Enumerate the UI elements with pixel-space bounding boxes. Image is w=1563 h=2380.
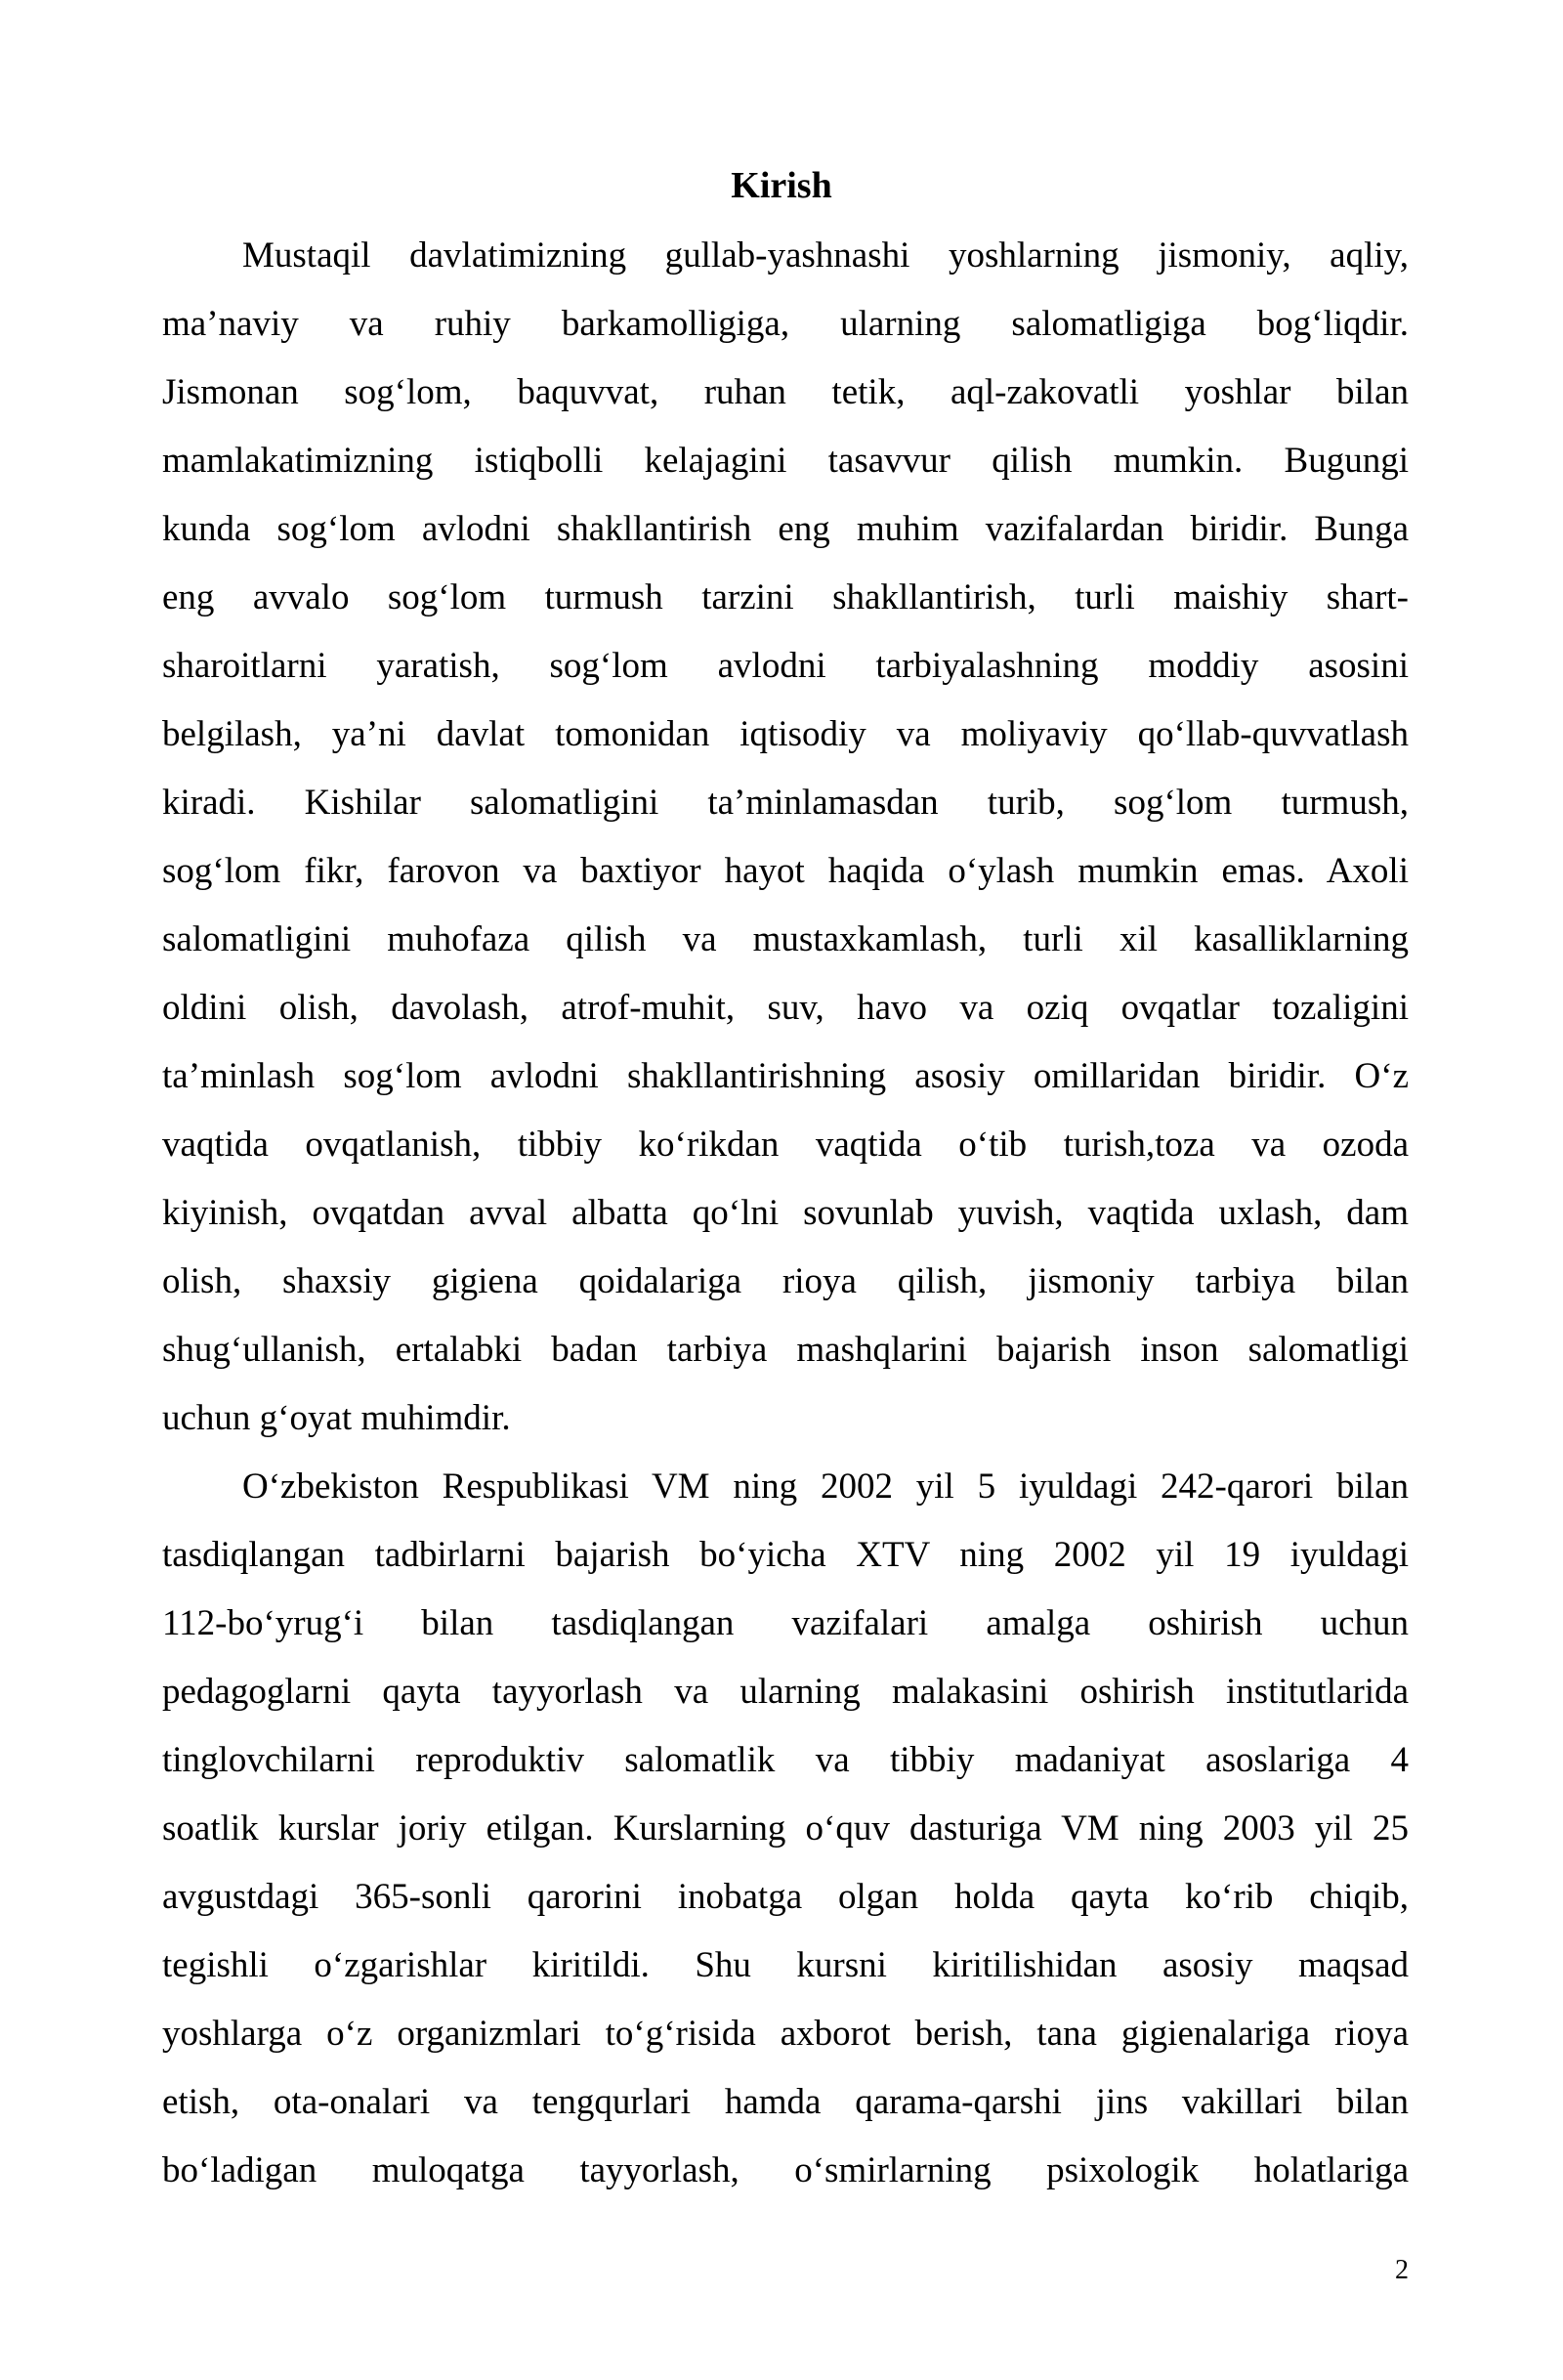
text-line: 112-bo‘yrug‘i bilan tasdiqlangan vazifalari amalga oshirish uchun xyxy=(162,1603,1409,1643)
text-line: uchun g‘oyat muhimdir. xyxy=(162,1398,511,1438)
text-line: soatlik kurslar joriy etilgan. Kurslarning o‘quv dasturiga VM ning 2003 yil 25 xyxy=(162,1808,1409,1849)
text-line: etish, ota-onalari va tengqurlari hamda qarama-qarshi jins vakillari bilan xyxy=(162,2082,1409,2122)
text-line: pedagoglarni qayta tayyorlash va ularning malakasini oshirish institutlarida xyxy=(162,1672,1409,1712)
text-line: ta’minlash sog‘lom avlodni shakllantirishning asosiy omillaridan biridir. O‘z xyxy=(162,1056,1409,1096)
document-title: Kirish xyxy=(731,165,832,206)
text-line: Mustaqil davlatimizning gullab-yashnashi yoshlarning jismoniy, aqliy, xyxy=(242,235,1409,276)
text-line: salomatligini muhofaza qilish va mustaxkamlash, turli xil kasalliklarning xyxy=(162,919,1409,959)
text-line: shug‘ullanish, ertalabki badan tarbiya mashqlarini bajarish inson salomatligi xyxy=(162,1330,1409,1370)
text-line: yoshlarga o‘z organizmlari to‘g‘risida axborot berish, tana gigienalariga rioya xyxy=(162,2014,1409,2054)
text-line: belgilash, ya’ni davlat tomonidan iqtisodiy va moliyaviy qo‘llab-quvvatlash xyxy=(162,714,1409,754)
text-line: tasdiqlangan tadbirlarni bajarish bo‘yicha XTV ning 2002 yil 19 iyuldagi xyxy=(162,1535,1409,1575)
text-line: bo‘ladigan muloqatga tayyorlash, o‘smirlarning psixologik holatlariga xyxy=(162,2150,1409,2190)
text-line: Jismonan sog‘lom, baquvvat, ruhan tetik, aql-zakovatli yoshlar bilan xyxy=(162,372,1409,412)
text-line: sog‘lom fikr, farovon va baxtiyor hayot haqida o‘ylash mumkin emas. Axoli xyxy=(162,851,1409,891)
text-line: avgustdagi 365-sonli qarorini inobatga olgan holda qayta ko‘rib chiqib, xyxy=(162,1877,1409,1917)
text-line: ma’naviy va ruhiy barkamolligiga, ularning salomatligiga bog‘liqdir. xyxy=(162,304,1409,344)
text-line: oldini olish, davolash, atrof-muhit, suv, havo va oziq ovqatlar tozaligini xyxy=(162,988,1409,1028)
text-line: eng avvalo sog‘lom turmush tarzini shakllantirish, turli maishiy shart- xyxy=(162,577,1409,617)
text-line: kiyinish, ovqatdan avval albatta qo‘lni sovunlab yuvish, vaqtida uxlash, dam xyxy=(162,1193,1409,1233)
text-line: tegishli o‘zgarishlar kiritildi. Shu kursni kiritilishidan asosiy maqsad xyxy=(162,1945,1409,1985)
text-line: O‘zbekiston Respublikasi VM ning 2002 yil 5 iyuldagi 242-qarori bilan xyxy=(242,1466,1409,1507)
text-line: kunda sog‘lom avlodni shakllantirish eng muhim vazifalardan biridir. Bunga xyxy=(162,509,1409,549)
text-line: sharoitlarni yaratish, sog‘lom avlodni tarbiyalashning moddiy asosini xyxy=(162,646,1409,686)
text-line: tinglovchilarni reproduktiv salomatlik va tibbiy madaniyat asoslariga 4 xyxy=(162,1740,1409,1780)
text-line: vaqtida ovqatlanish, tibbiy ko‘rikdan vaqtida o‘tib turish,toza va ozoda xyxy=(162,1125,1409,1165)
text-line: kiradi. Kishilar salomatligini ta’minlamasdan turib, sog‘lom turmush, xyxy=(162,783,1409,823)
page-number: 2 xyxy=(1395,2255,1409,2285)
text-line: olish, shaxsiy gigiena qoidalariga rioya qilish, jismoniy tarbiya bilan xyxy=(162,1261,1409,1301)
text-line: mamlakatimizning istiqbolli kelajagini tasavvur qilish mumkin. Bugungi xyxy=(162,441,1409,481)
